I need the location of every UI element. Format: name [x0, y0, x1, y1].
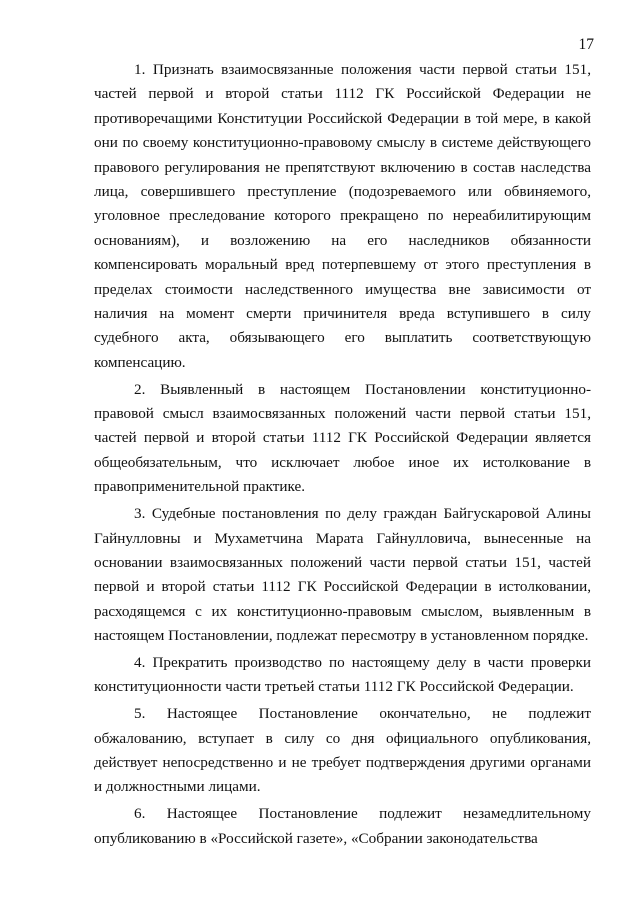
- paragraph-2: 2. Выявленный в настоящем Постановлении конституционно-правовой смысл взаимосвязанных положений части первой статьи 151, частей первой и второй статьи 1112 ГК Российской Федерации является общеобязательным, что исключает любое иное их истолкование в правоприменительной практике.: [94, 380, 591, 496]
- document-body: [94, 58, 591, 851]
- paragraph-3: 3. Судебные постановления по делу граждан Байгускаровой Алины Гайнулловны и Мухаметчина Марата Гайнулловича, вынесенные на основании взаимосвязанных положений части первой статьи 151, частей первой и второй статьи 1112 ГК Российской Федерации в истолковании, расходящемся с их конституционно-правовым смыслом, выявленным в настоящем Постановлении, подлежат пересмотру в установленном порядке.: [94, 505, 591, 645]
- paragraph-5: 5. Настоящее Постановление окончательно, не подлежит обжалованию, вступает в силу со дня официального опубликования, действует непосредственно и не требует подтверждения другими органами и должностными лицами.: [94, 705, 591, 796]
- paragraph-1: 1. Признать взаимосвязанные положения части первой статьи 151, частей первой и второй статьи 1112 ГК Российской Федерации не противоречащими Конституции Российской Федерации в той мере, в какой они по своему конституционно-правовому смыслу в системе действующего правового регулирования не препятствуют включению в состав наследства лица, совершившего преступление (подозреваемого или обвиняемого, уголовное преследование которого прекращено по нереабилитирующим основаниям), и возложению на его наследников обязанности компенсировать моральный вред потерпевшему от этого преступления в пределах стоимости наследственного имущества вне зависимости от наличия на момент смерти причинителя вреда вступившего в силу судебного акта, обязывающего его выплатить соответствующую компенсацию.: [94, 61, 591, 371]
- paragraph-6: 6. Настоящее Постановление подлежит незамедлительному опубликованию в «Российской газете», «Собрании законодательства: [94, 805, 591, 847]
- page-number: 17: [578, 36, 594, 53]
- paragraph-4: 4. Прекратить производство по настоящему делу в части проверки конституционности части третьей статьи 1112 ГК Российской Федерации.: [94, 653, 591, 696]
